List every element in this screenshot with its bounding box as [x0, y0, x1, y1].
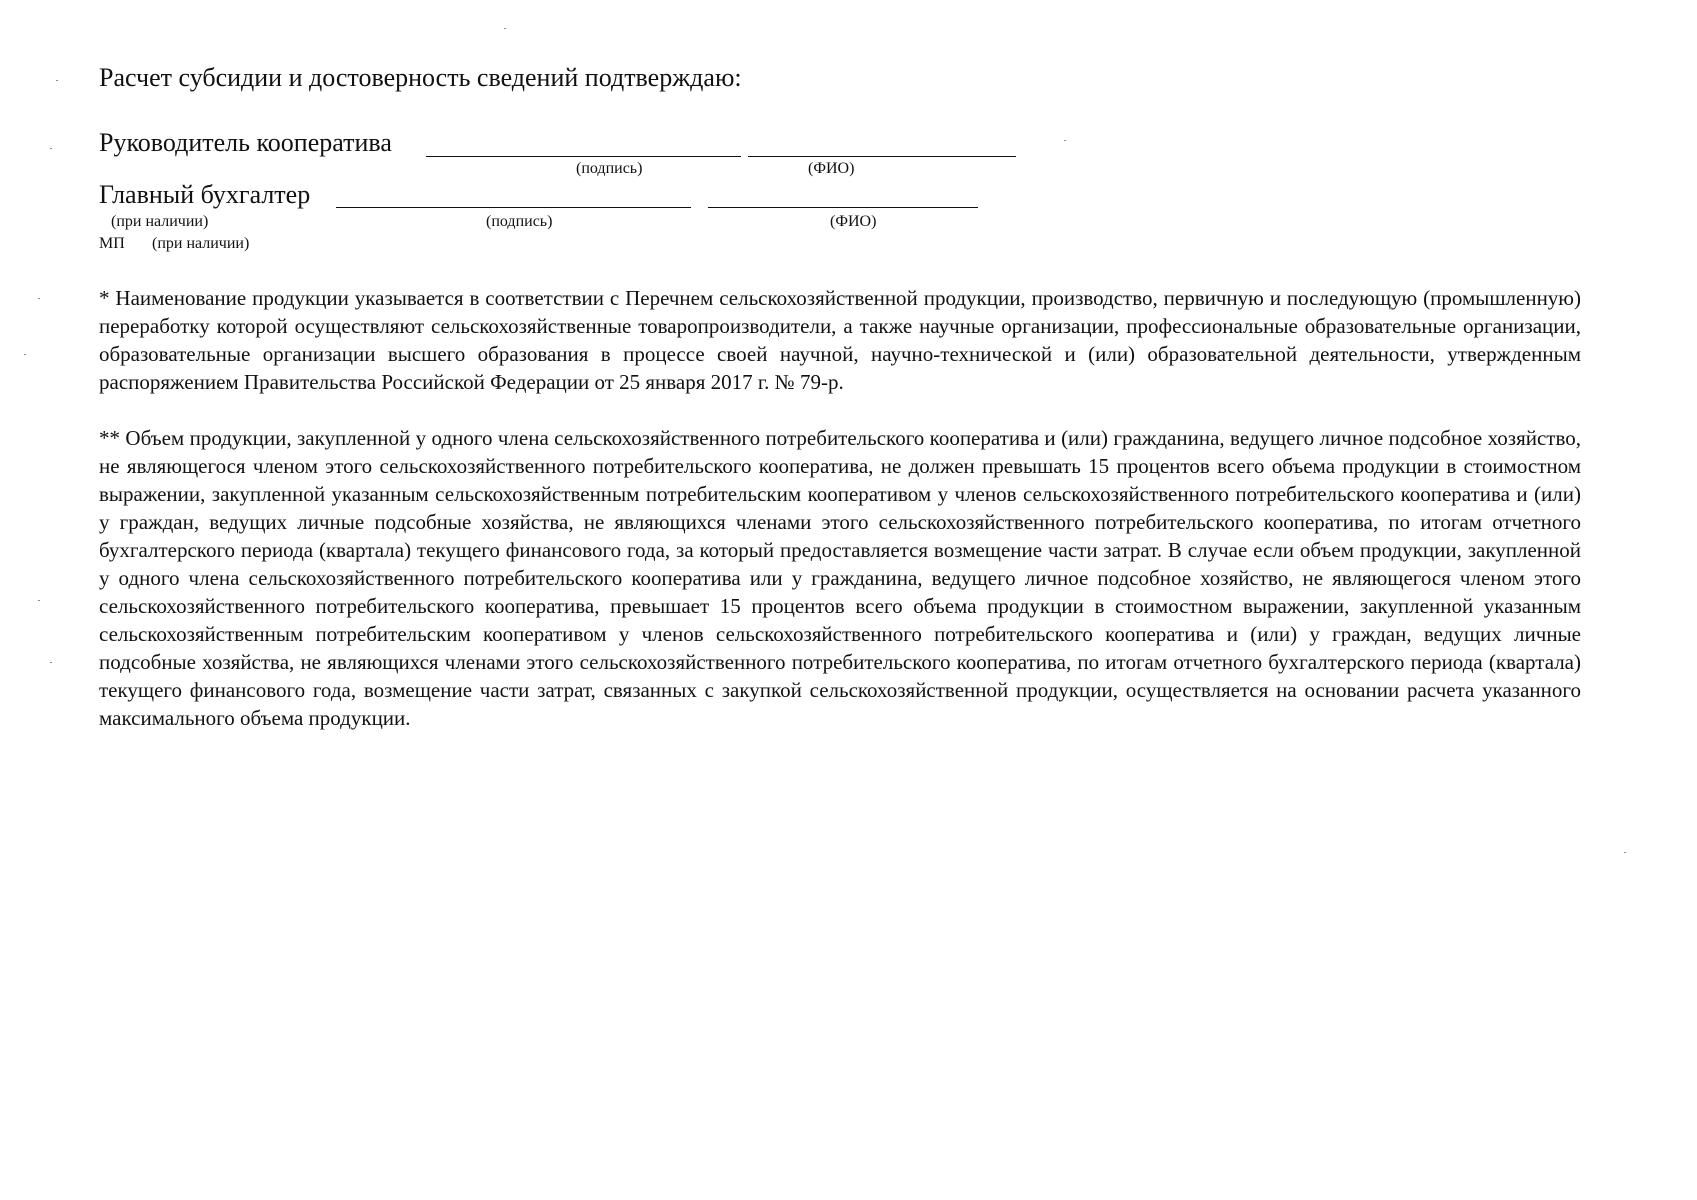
accountant-name-line — [708, 207, 978, 208]
footnote-product-volume: ** Объем продукции, закупленной у одного члена сельскохозяйственного потребительского кооператива и (или) гражданина, ведущего личное подсобное хозяйство, не являющегося членом этого сельскохозяйственного потребительского кооператива, не должен превышать 15 процентов всего объема продукции в стоимостном выражении, закупленной указанным сельскохозяйственным потребительским кооперативом у членов сельскохозяйственного потребительского кооператива и (или) у граждан, ведущих личные подсобные хозяйства, не являющихся членами этого сельскохозяйственного потребительского кооператива, по итогам отчетного бухгалтерского периода (квартала) текущего финансового года, за который предоставляется возмещение части затрат. В случае если объем продукции, закупленной у одного члена сельскохозяйственного потребительского кооператива или у гражданина, ведущего личное подсобное хозяйство, не являющегося членом этого сельскохозяйственного потребительского кооператива, превышает 15 процентов всего объема продукции в стоимостном выражении, закупленной указанным сельскохозяйственным потребительским кооперативом у членов сельскохозяйственного потребительского кооператива и (или) у граждан, ведущих личные подсобные хозяйства, не являющихся членами этого сельскохозяйственного потребительского кооператива, по итогам отчетного бухгалтерского периода (квартала) текущего финансового года, возмещение части затрат, связанных с закупкой сельскохозяйственной продукции, осуществляется на основании расчета указанного максимального объема продукции. — [99, 426, 1581, 730]
head-of-cooperative-label: Руководитель кооператива — [99, 128, 392, 157]
head-name-caption: (ФИО) — [808, 160, 855, 177]
stamp-if-any-caption: (при наличии) — [152, 235, 250, 252]
footnote-product-name: * Наименование продукции указывается в соответствии с Перечнем сельскохозяйственной продукции, производство, первичную и последующую (промышленную) переработку которой осуществляют сельскохозяйственные товаропроизводители, а также научные организации, профессиональные образовательные организации, образовательные организации высшего образования в процессе своей научной, научно-технической и (или) образовательной деятельности, утвержденным распоряжением Правительства Российской Федерации от 25 января 2017 г. № 79-р. — [99, 286, 1581, 394]
scan-speck — [38, 600, 40, 601]
accountant-name-caption: (ФИО) — [830, 213, 877, 230]
head-signature-line — [426, 156, 741, 157]
scan-speck — [38, 298, 40, 299]
scan-speck — [1064, 140, 1066, 141]
scan-speck — [24, 354, 26, 355]
confirmation-heading: Расчет субсидии и достоверность сведений подтверждаю: — [99, 63, 742, 92]
accountant-signature-line — [336, 207, 691, 208]
stamp-label: МП — [99, 235, 125, 252]
accountant-signature-caption: (подпись) — [486, 213, 553, 230]
head-name-line — [748, 156, 1016, 157]
scan-speck — [50, 148, 52, 149]
accountant-if-any-caption: (при наличии) — [111, 213, 209, 230]
scan-speck — [50, 662, 52, 663]
scan-speck — [504, 28, 506, 29]
chief-accountant-label: Главный бухгалтер — [99, 180, 311, 209]
head-signature-caption: (подпись) — [576, 160, 643, 177]
scan-speck — [1624, 852, 1626, 853]
scan-speck — [56, 80, 58, 81]
